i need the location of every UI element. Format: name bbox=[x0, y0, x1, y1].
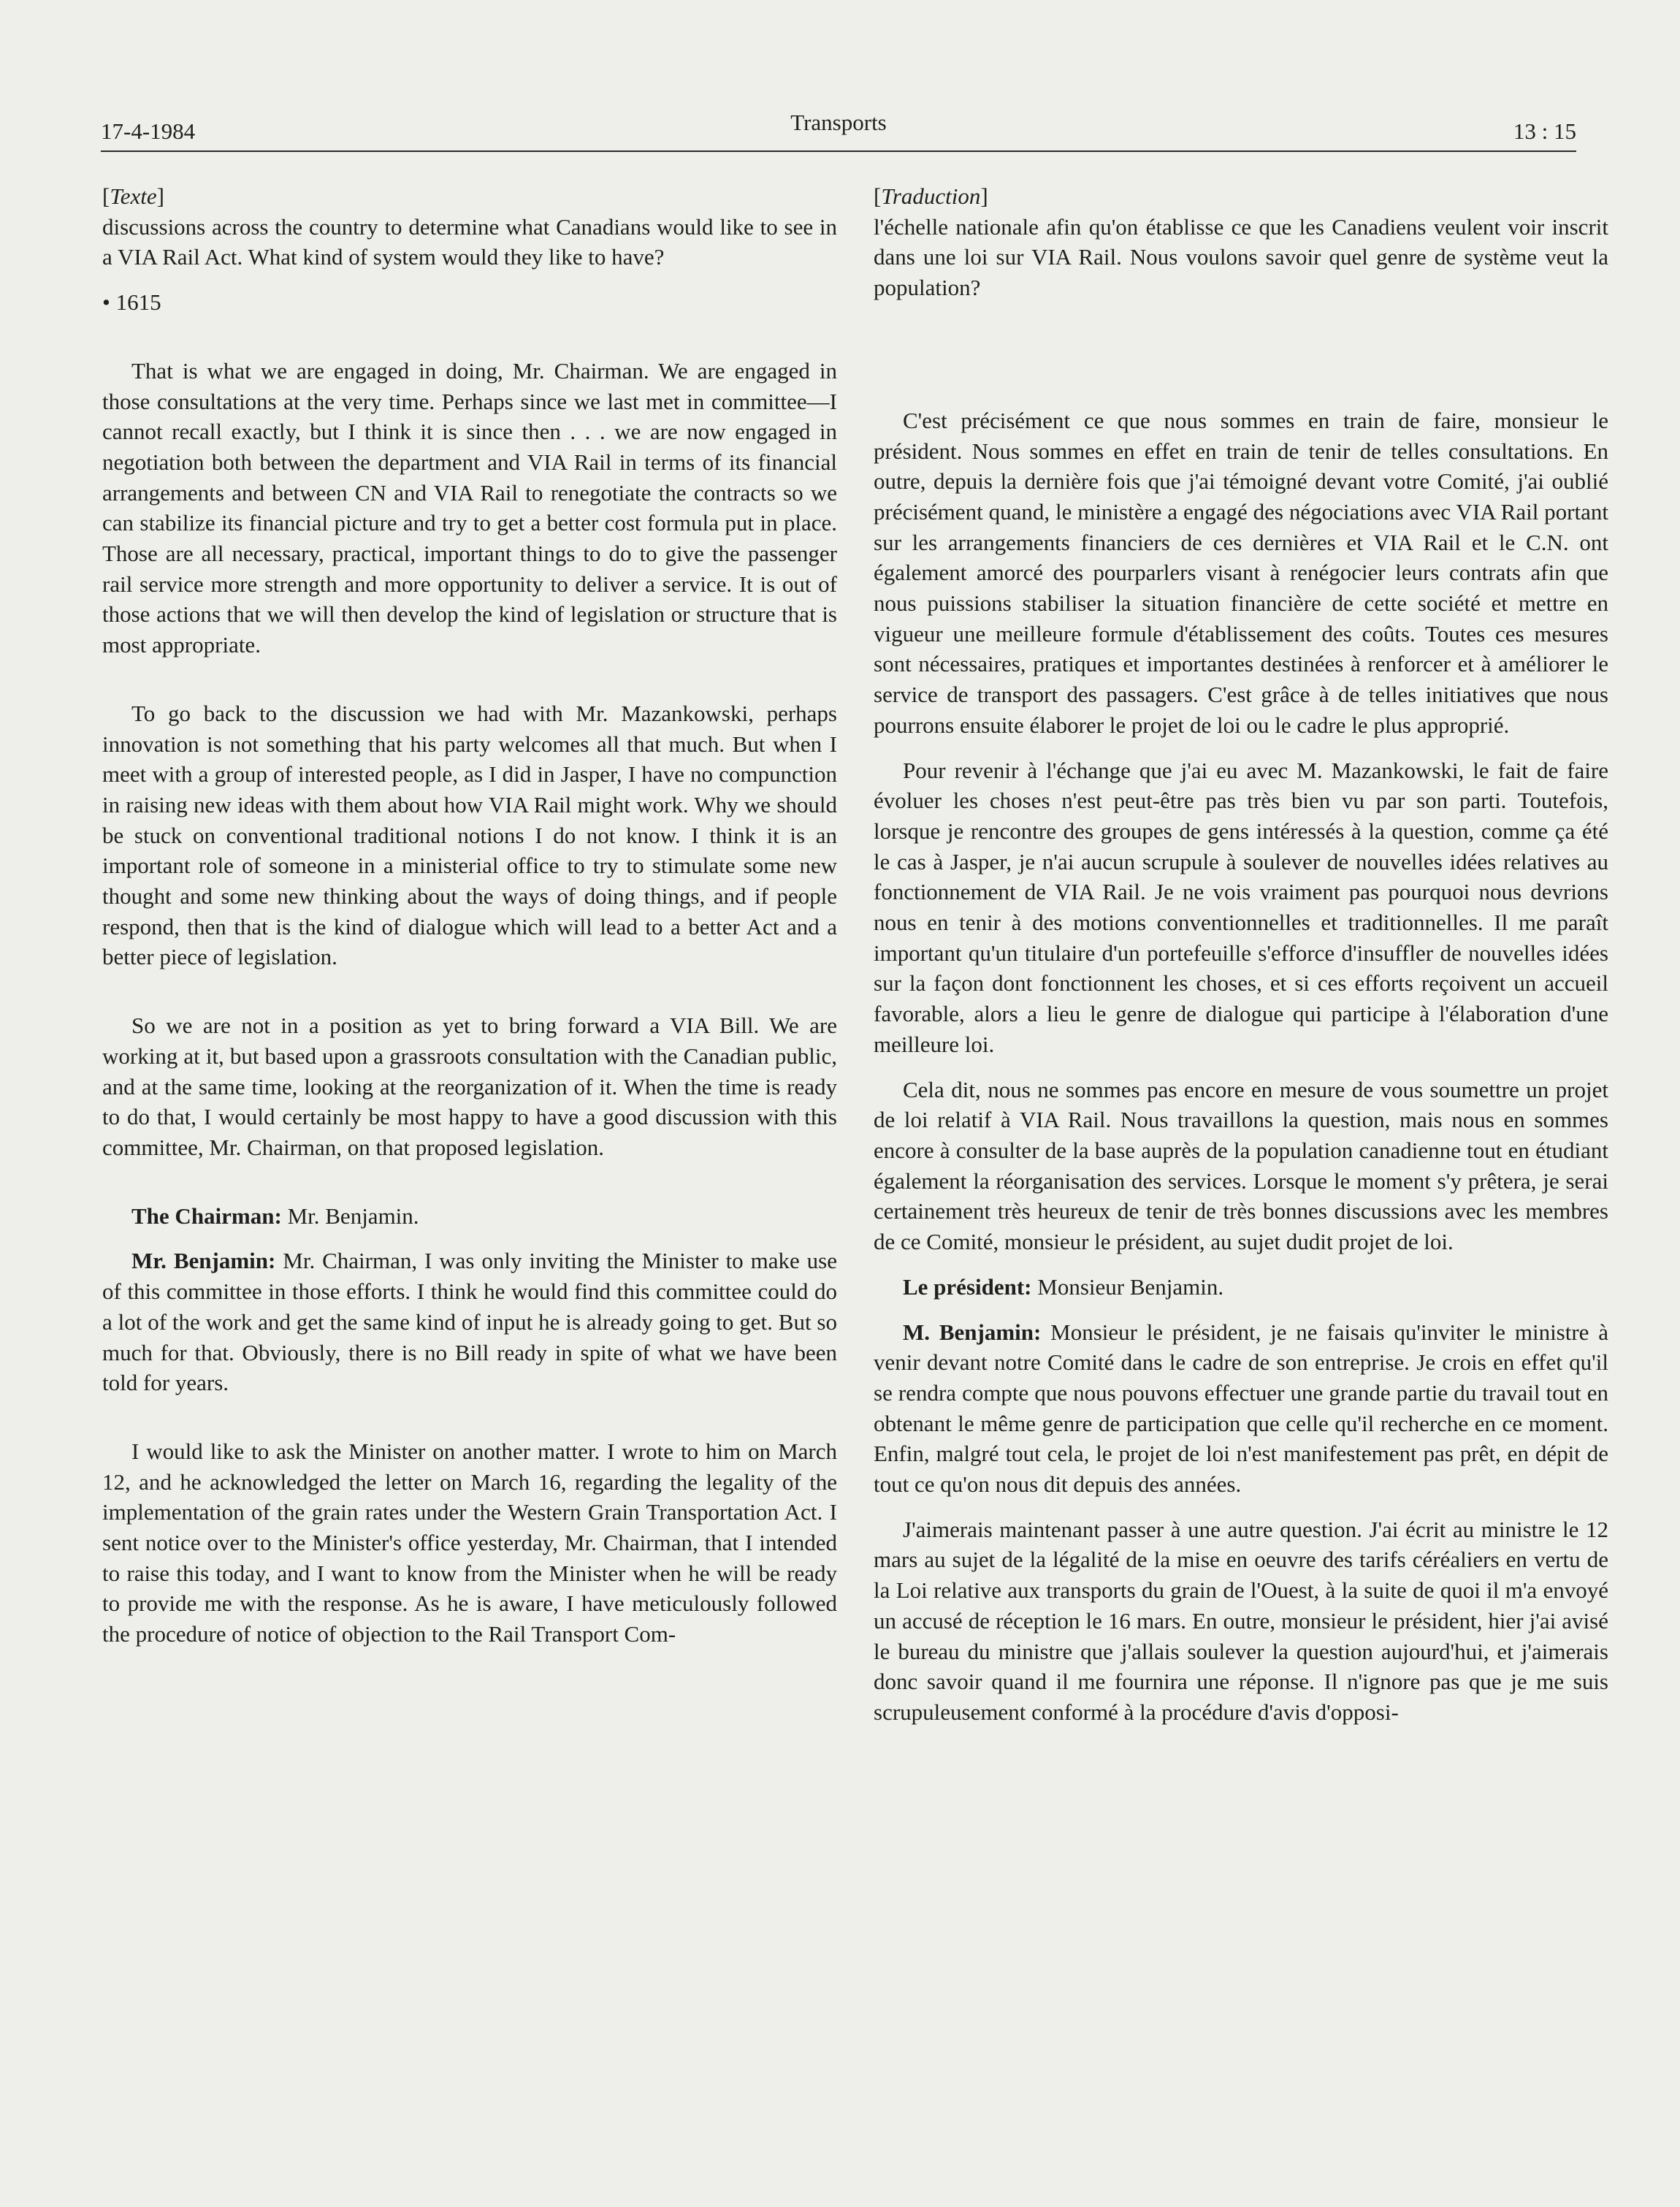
speaker-name: Mr. Benjamin: bbox=[131, 1248, 276, 1274]
paragraph-1: l'échelle nationale afin qu'on établisse ce que les Canadiens veulent voir inscrit dans une loi sur VIA Rail. Nous voulons savoir quel genre de système veut la population? bbox=[874, 213, 1608, 301]
paragraph-2: C'est précisément ce que nous sommes en train de faire, monsieur le président. Nous sommes en effet en train de tenir de telles consultations. En outre, depuis la dernière fois que j'ai témoigné devant votre Comité, j'ai oublié précisément quand, le ministère a engagé des négociations avec VIA Rail portant sur les arrangements financiers de ces dernières et VIA Rail et le C.N. ont également amorcé des pourparlers visant à renégocier leurs contrats afin que nous puissions stabiliser la situation financière de cette société et mettre en vigueur une meilleure formule d'établissement des coûts. Toutes ces mesures sont nécessaires, pratiques et importantes destinées à renforcer et à améliorer le service de transport des passagers. C'est grâce à de telles initiatives que nous pourrons ensuite élaborer le projet de loi ou le cadre le plus approprié. bbox=[874, 407, 1608, 738]
speaker-name: Le président: bbox=[903, 1273, 1032, 1300]
paragraph-benjamin: Mr. Benjamin: Mr. Chairman, I was only inviting the Minister to make use of this committee in those efforts. I think he would find this committee could do a lot of the work and get the same kind of input he is already going to get. But so much for that. Obviously, there is no Bill ready in spite of what we have been told for years. bbox=[102, 1248, 837, 1396]
page-header bbox=[101, 102, 1576, 152]
paragraph-7: J'aimerais maintenant passer à une autre question. J'ai écrit au ministre le 12 mars au sujet de la légalité de la mise en oeuvre des tarifs céréaliers en vertu de la Loi relative aux transports du grain de l'Ouest, à la suite de quoi il m'a envoyé un accusé de réception le 16 mars. En outre, monsieur le président, hier j'ai avisé le bureau du ministre que j'allais soulever la question aujourd'hui, et j'aimerais donc savoir quand il me fournira une réponse. Il n'ignore pas que je me suis scrupuleusement conformé à la procédure d'avis d'opposi- bbox=[874, 1516, 1608, 1725]
paragraph-president: Le président: Monsieur Benjamin. bbox=[903, 1273, 1224, 1300]
paragraph-3: To go back to the discussion we had with Mr. Mazankowski, perhaps innovation is not something that his party welcomes all that much. But when I meet with a group of interested people, as I did in Jasper, I have no compunction in raising new ideas with them about how VIA Rail might work. Why we should be stuck on conventional traditional notions I do not know. I think it is an important role of someone in a ministerial office to try to stimulate some new thought and some new thinking about the ways of doing things, and if people respond, then that is the kind of dialogue which will lead to a better Act and a better piece of legislation. bbox=[102, 700, 837, 970]
paragraph-3: Pour revenir à l'échange que j'ai eu avec M. Mazankowski, le fait de faire évoluer les choses n'est peut-être pas très bien vu par son parti. Toutefois, lorsque je rencontre des groupes de gens intéressés à la question, comme ça été le cas à Jasper, je n'ai aucun scrupule à soulever de nouvelles idées relatives au fonctionnement de VIA Rail. Je ne vois vraiment pas pourquoi nous devrions nous en tenir à des motions conventionnelles et traditionnelles. Il me paraît important qu'un titulaire d'un portefeuille s'efforce d'insuffler de nouvelles idées sur la façon dont fonctionnent les choses, et si ces efforts reçoivent un accueil favorable, alors a lieu le genre de dialogue qui participe à l'élaboration d'une meilleure loi. bbox=[874, 757, 1608, 1057]
paragraph-1: discussions across the country to determine what Canadians would like to see in a VIA Rail Act. What kind of system would they like to have? bbox=[102, 213, 837, 270]
section-label-traduction: [Traduction] bbox=[874, 183, 988, 209]
french-column bbox=[874, 181, 1608, 1728]
english-column bbox=[102, 181, 837, 1650]
header-page-number: 13 : 15 bbox=[1513, 118, 1576, 144]
paragraph-benjamin: M. Benjamin: Monsieur le président, je ne faisais qu'inviter le ministre à venir devant notre Comité dans le cadre de son entreprise. Je crois en effet qu'il se rendra compte que nous pouvons effectuer une grande partie du travail tout en obtenant le même genre de participation que celle qu'il recherche en ce moment. Enfin, malgré tout cela, le projet de loi n'est manifestement pas prêt, en dépit de tout ce qu'on nous dit depuis des années. bbox=[874, 1319, 1609, 1498]
section-label-texte: [Texte] bbox=[102, 183, 164, 209]
time-marker: • 1615 bbox=[102, 289, 161, 316]
speaker-name: M. Benjamin: bbox=[903, 1319, 1042, 1345]
header-date: 17-4-1984 bbox=[101, 118, 196, 144]
paragraph-7: I would like to ask the Minister on another matter. I wrote to him on March 12, and he acknowledged the letter on March 16, regarding the legality of the implementation of the grain rates under the Western Grain Transportation Act. I sent notice over to the Minister's office yesterday, Mr. Chairman, that I intended to raise this today, and I want to know from the Minister when he will be ready to provide me with the response. As he is aware, I have meticulously followed the procedure of notice of objection to the Rail Transport Com- bbox=[102, 1438, 837, 1647]
paragraph-4: Cela dit, nous ne sommes pas encore en mesure de vous soumettre un projet de loi relatif à VIA Rail. Nous travaillons la question, mais nous en sommes encore à consulter de la base auprès de la population canadienne tout en étudiant également la réorganisation des services. Lorsque le moment s'y prêtera, je serai certainement très heureux de tenir de très bonnes discussions avec les membres de ce Comité, monsieur le président, au sujet dudit projet de loi. bbox=[874, 1076, 1608, 1255]
paragraph-4: So we are not in a position as yet to bring forward a VIA Bill. We are working at it, but based upon a grassroots consultation with the Canadian public, and at the same time, looking at the reorganization of it. When the time is ready to do that, I would certainly be most happy to have a good discussion with this committee, Mr. Chairman, on that proposed legislation. bbox=[102, 1013, 837, 1160]
paragraph-chairman: The Chairman: Mr. Benjamin. bbox=[131, 1202, 419, 1229]
speaker-name: The Chairman: bbox=[131, 1202, 282, 1229]
header-title: Transports bbox=[790, 110, 887, 135]
paragraph-2: That is what we are engaged in doing, Mr. Chairman. We are engaged in those consultations at the very time. Perhaps since we last met in committee—I cannot recall exactly, but I think it is since then . . . we are now engaged in negotiation both between the department and VIA Rail in terms of its financial arrangements and between CN and VIA Rail to renegotiate the contracts so we can stabilize its financial picture and try to get a better cost formula put in place. Those are all necessary, practical, important things to do to give the passenger rail service more strength and more opportunity to deliver a service. It is out of those actions that we will then develop the kind of legislation or structure that is most appropriate. bbox=[102, 357, 837, 658]
